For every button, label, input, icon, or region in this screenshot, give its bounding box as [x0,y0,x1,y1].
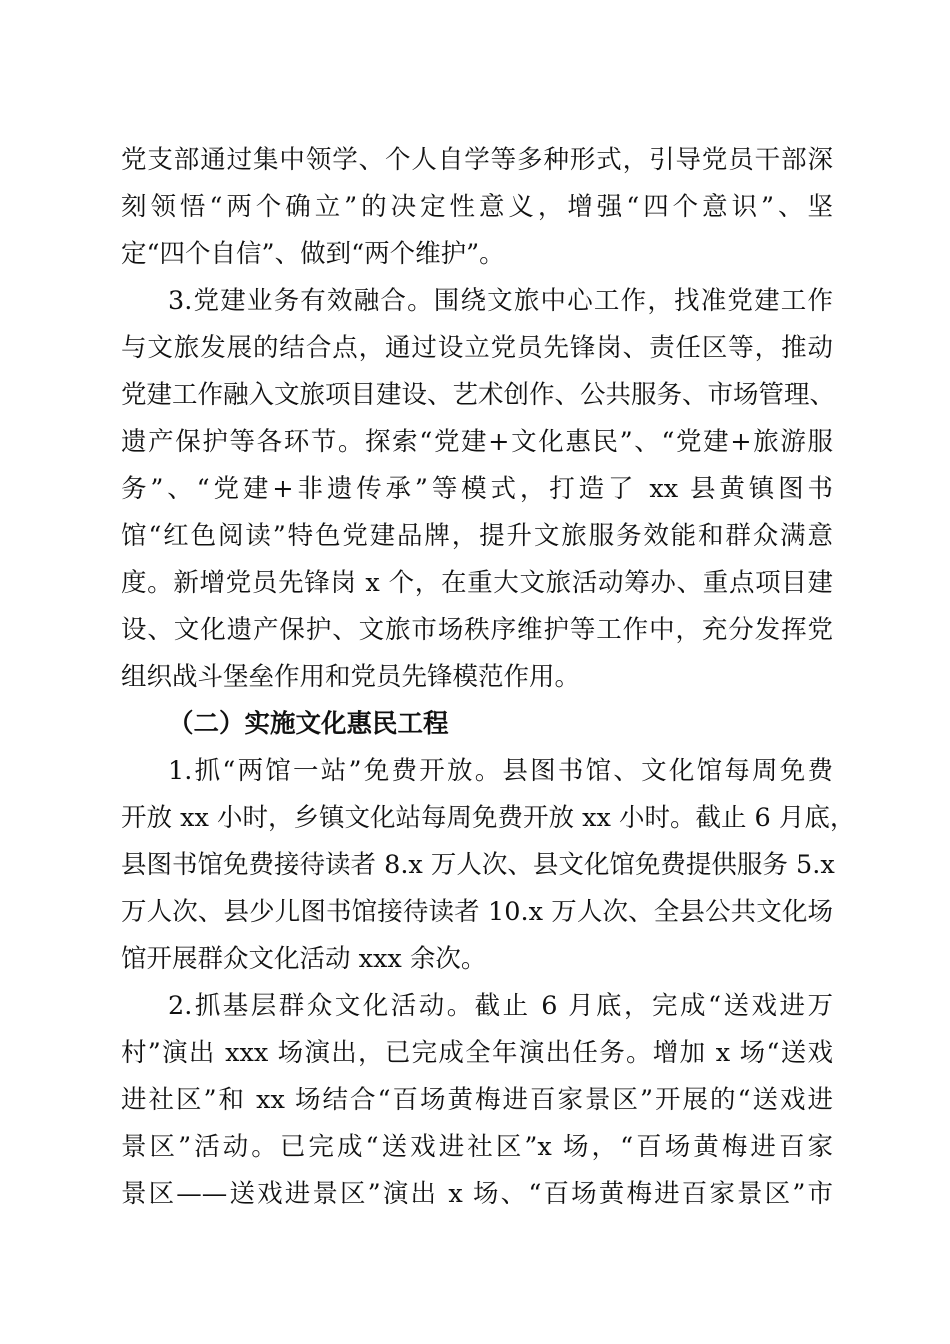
paragraph-line: 景区——送戏进景区”演出 x 场、“百场黄梅进百家景区”市 [121,1179,833,1209]
paragraph-line: 党支部通过集中领学、个人自学等多种形式，引导党员干部深 [121,145,833,175]
section-heading: （二）实施文化惠民工程 [168,709,449,739]
paragraph-line: 进社区”和 xx 场结合“百场黄梅进百家景区”开展的“送戏进 [121,1085,833,1115]
paragraph-line: 馆开展群众文化活动 xxx 余次。 [121,944,487,974]
paragraph-line: 馆“红色阅读”特色党建品牌，提升文旅服务效能和群众满意 [121,521,833,551]
paragraph-line: 遗产保护等各环节。探索“党建+文化惠民”、“党建+旅游服 [121,427,833,457]
paragraph-line: 景区”活动。已完成“送戏进社区”x 场，“百场黄梅进百家 [121,1132,833,1162]
paragraph-line: 万人次、县少儿图书馆接待读者 10.x 万人次、全县公共文化场 [121,897,833,927]
paragraph-line: 度。新增党员先锋岗 x 个，在重大文旅活动筹办、重点项目建 [121,568,833,598]
paragraph-line: 开放 xx 小时，乡镇文化站每周免费开放 xx 小时。截止 6 月底， [121,803,856,833]
paragraph-line: 村”演出 xxx 场演出，已完成全年演出任务。增加 x 场“送戏 [121,1038,833,1068]
paragraph-line: 县图书馆免费接待读者 8.x 万人次、县文化馆免费提供服务 5.x [121,850,835,880]
paragraph-line: 3.党建业务有效融合。围绕文旅中心工作，找准党建工作 [168,286,833,316]
paragraph-line: 务”、“党建+非遗传承”等模式，打造了 xx 县黄镇图书 [121,474,833,504]
paragraph-line: 组织战斗堡垒作用和党员先锋模范作用。 [121,662,581,692]
paragraph-line: 定“四个自信”、做到“两个维护”。 [121,239,505,269]
paragraph-line: 2.抓基层群众文化活动。截止 6 月底，完成“送戏进万 [168,991,833,1021]
paragraph-line: 1.抓“两馆一站”免费开放。县图书馆、文化馆每周免费 [168,756,833,786]
paragraph-line: 党建工作融入文旅项目建设、艺术创作、公共服务、市场管理、 [121,380,836,410]
paragraph-line: 设、文化遗产保护、文旅市场秩序维护等工作中，充分发挥党 [121,615,833,645]
paragraph-line: 刻领悟“两个确立”的决定性意义，增强“四个意识”、坚 [121,192,833,222]
paragraph-line: 与文旅发展的结合点，通过设立党员先锋岗、责任区等，推动 [121,333,833,363]
